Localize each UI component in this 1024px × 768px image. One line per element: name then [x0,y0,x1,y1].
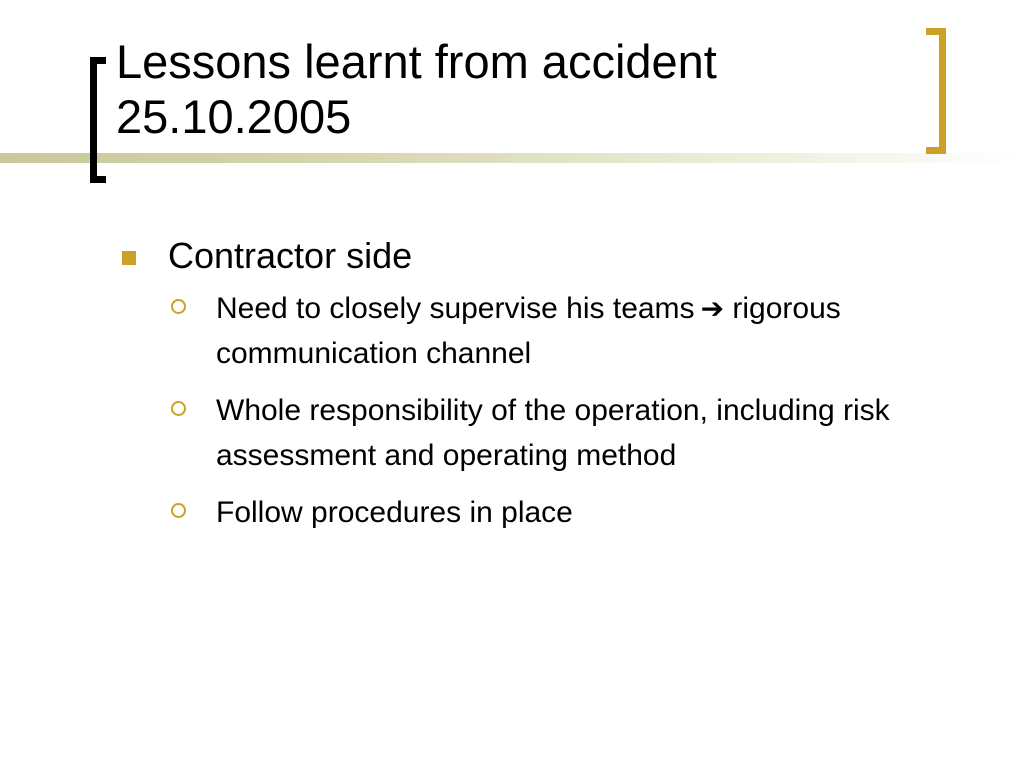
sub-bullet-text: Whole responsibility of the operation, including risk assessment and operating method [216,394,890,472]
right-bracket-decoration [926,28,946,154]
bullet-text: Contractor side [168,235,413,276]
sub-bullet-item [118,388,938,478]
circle-bullet-icon [171,503,186,518]
sub-bullet-text: Follow procedures in place [216,496,573,529]
sub-bullet-text: Need to closely supervise his teams [216,292,695,325]
left-bracket-decoration [90,57,106,183]
slide-title [116,34,906,144]
sub-bullet-item [118,490,938,535]
sub-bullet-item [118,286,938,376]
title-accent-band [0,153,1024,163]
title-line-2: 25.10.2005 [116,90,352,143]
slide-content [118,232,938,547]
circle-bullet-icon [171,401,186,416]
sub-bullet-text-continued: rigorous communication channel [216,292,841,370]
title-line-1: Lessons learnt from accident [116,35,717,88]
square-bullet-icon [122,251,136,265]
circle-bullet-icon [171,299,186,314]
bullet-item-contractor-side [118,232,938,280]
right-arrow-icon: ➔ [700,292,725,325]
